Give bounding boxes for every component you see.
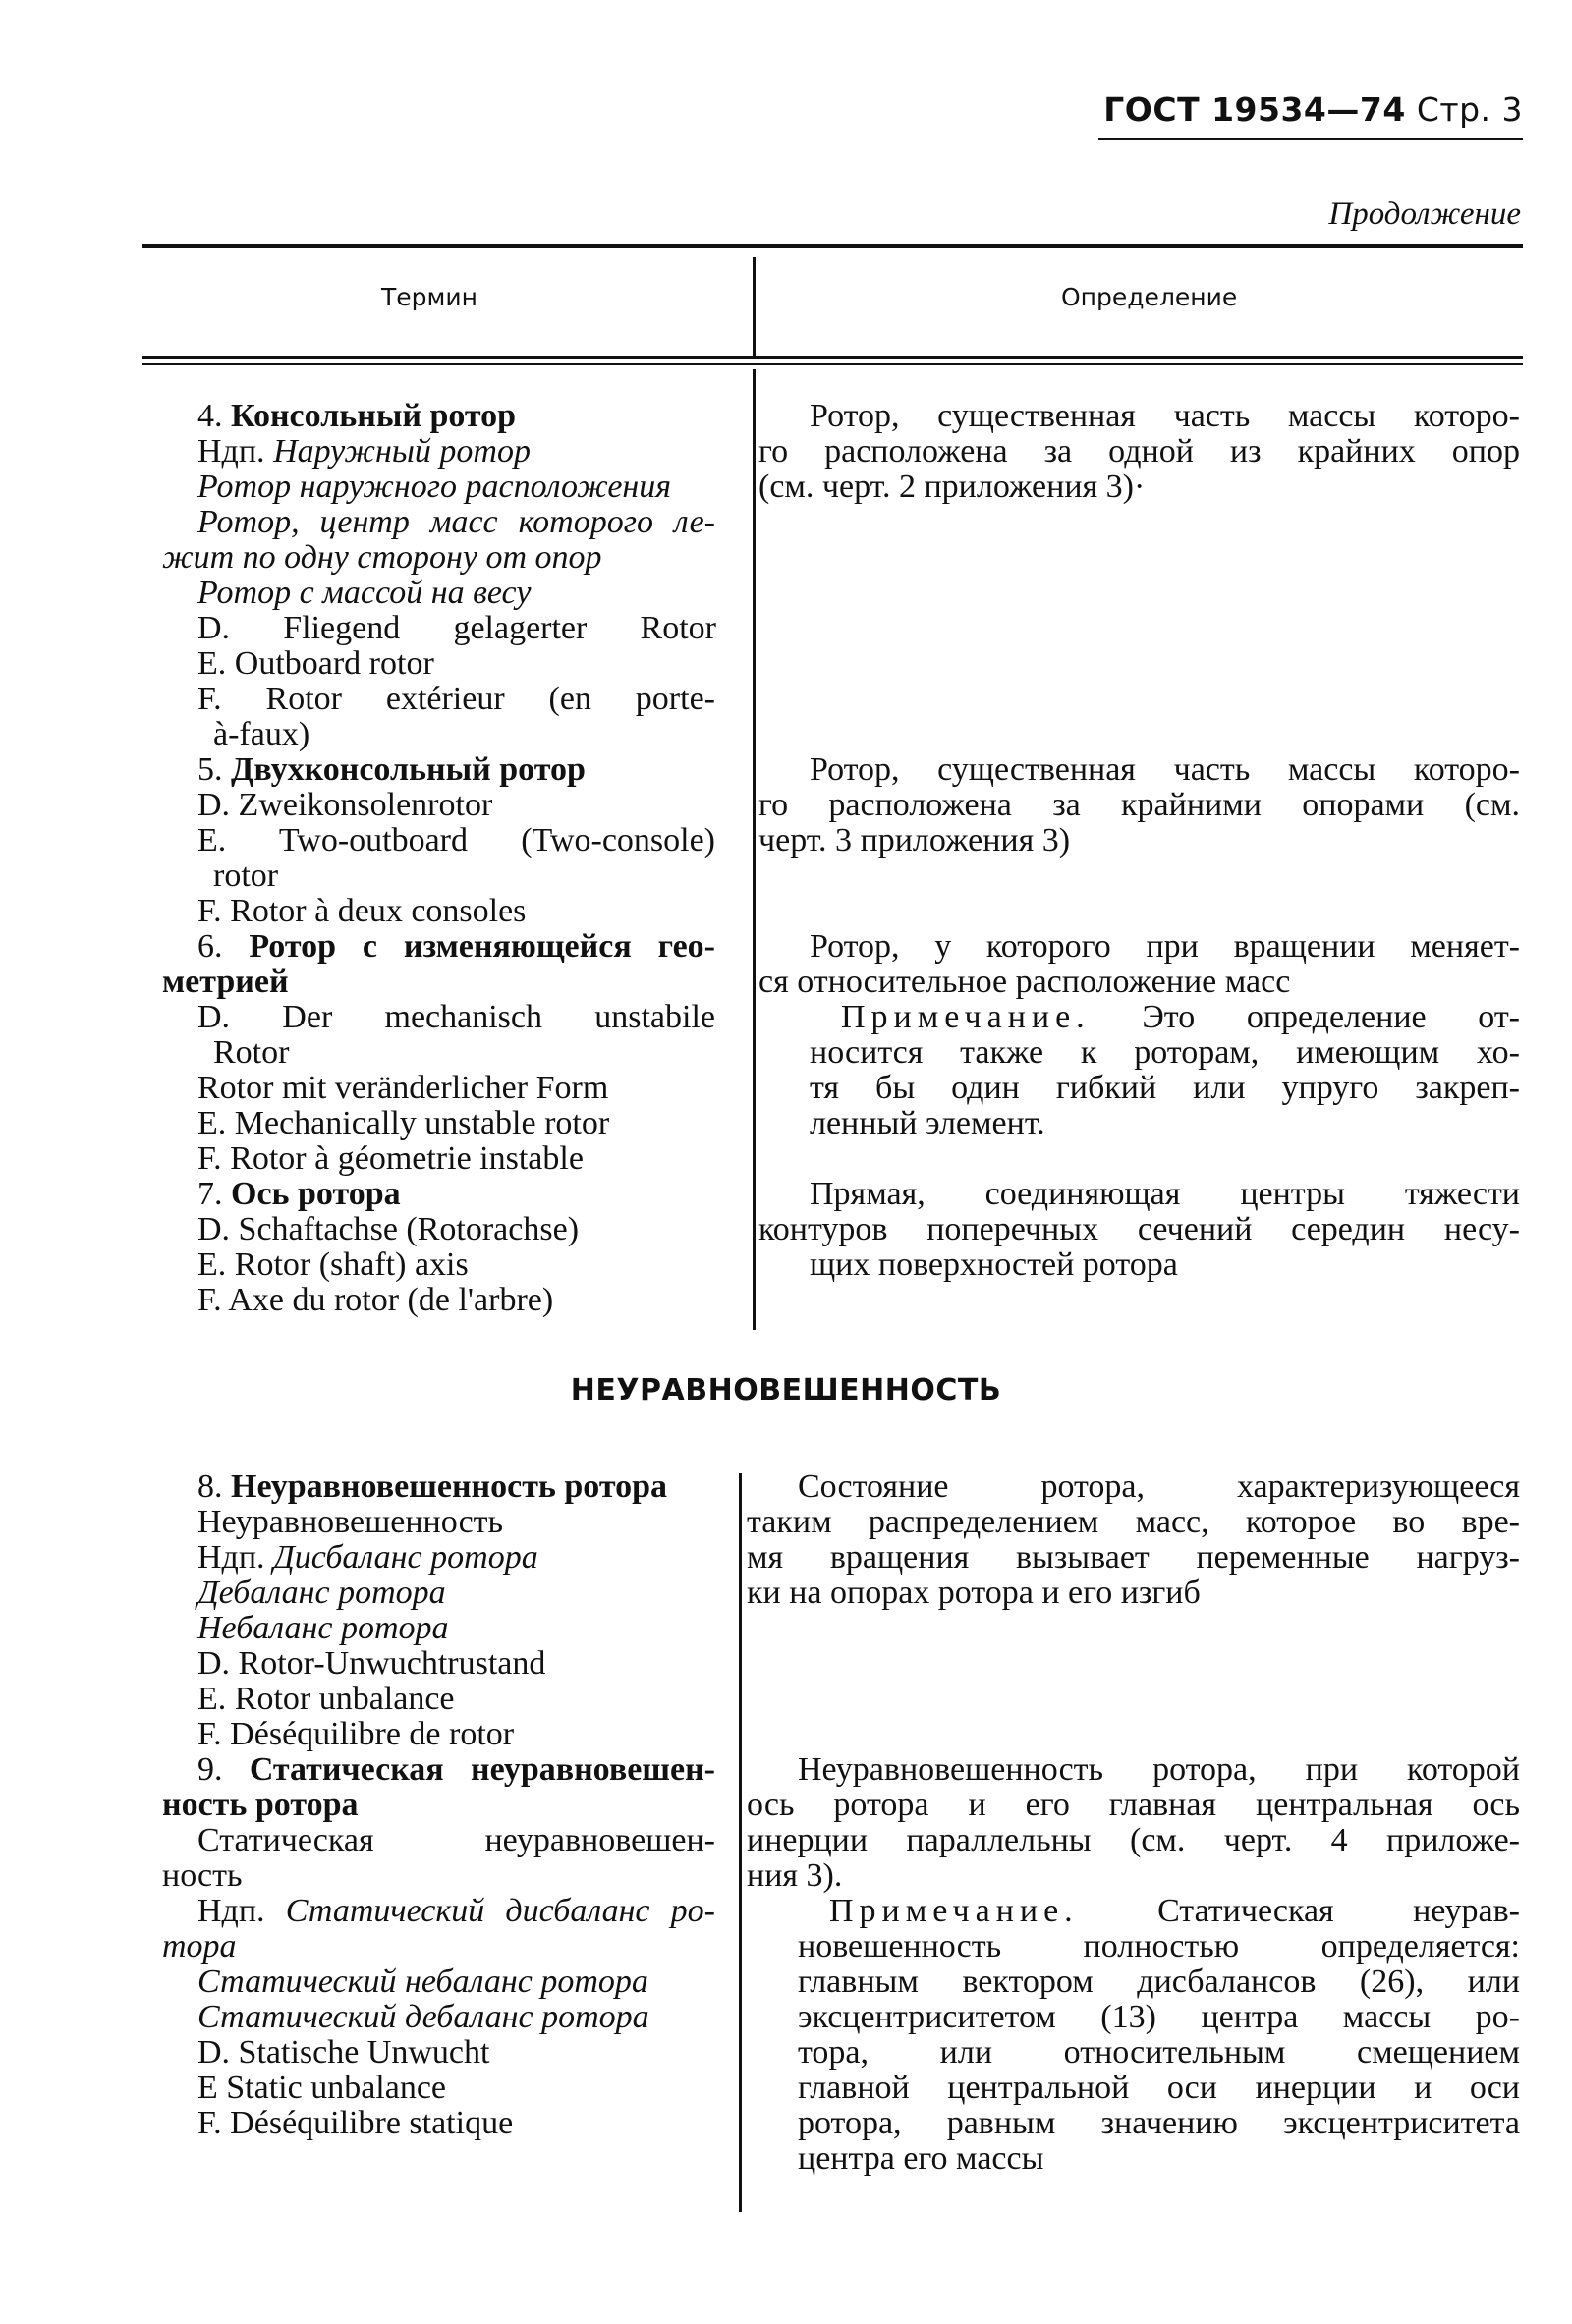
note-line: главным вектором дисбалансов (26), или <box>798 1964 1520 2000</box>
term-line: D. Schaftachse (Rotorachse) <box>197 1211 580 1247</box>
term-line: Статическая неуравновешен- <box>197 1822 715 1858</box>
term-line: 8. Неуравновешенность ротора <box>197 1468 668 1505</box>
term-line: Ротор, центр масс которого ле- <box>197 504 715 540</box>
term-line: F. Axe du rotor (de l'arbre) <box>197 1282 554 1318</box>
column-divider-header <box>753 257 756 356</box>
term-line: E. Rotor unbalance <box>197 1681 455 1717</box>
term-line: метрией <box>162 964 289 1000</box>
term-line: Ротор с массой на весу <box>197 575 532 611</box>
section-title: НЕУРАВНОВЕШЕННОСТЬ <box>570 1373 1002 1408</box>
definition-line: Ротор, у которого при вращении меняет- <box>810 928 1520 965</box>
definition-7 <box>758 1177 1520 1283</box>
term-line: F. Rotor extérieur (en porte- <box>197 681 715 717</box>
term-line: Ндп. Дисбаланс ротора <box>197 1539 538 1576</box>
term-line: Дебаланс ротора <box>197 1575 446 1611</box>
definition-line: инерции параллельны (см. черт. 4 приложе- <box>747 1822 1520 1858</box>
note-line: центра его массы <box>798 2140 1044 2177</box>
term-line: Статический дебаланс ротора <box>197 1999 649 2035</box>
term-line: ность <box>162 1857 243 1894</box>
header-bottom-rule <box>142 356 1523 359</box>
page-number: Стр. 3 <box>1416 90 1523 129</box>
definition-6 <box>758 929 1520 1000</box>
definition-line: ния 3). <box>747 1857 843 1894</box>
term-line: F. Déséquilibre statique <box>197 2105 514 2141</box>
definition-line: Ротор, существенная часть массы которо- <box>810 751 1520 788</box>
term-line: Rotor <box>213 1034 290 1071</box>
note-6 <box>758 1000 1520 1141</box>
term-line: D. Zweikonsolenrotor <box>197 787 493 823</box>
term-line: D. Der mechanisch unstabile <box>197 999 715 1035</box>
term-line: E. Outboard rotor <box>197 645 434 682</box>
term-line: Rotor mit veränderlicher Form <box>197 1070 609 1106</box>
definition-4 <box>758 399 1520 505</box>
definition-line: Прямая, соединяющая центры тяжести <box>810 1176 1520 1212</box>
term-line: Небаланс ротора <box>197 1610 449 1646</box>
term-line: D. Fliegend gelagerter Rotor <box>197 610 716 646</box>
note-line: ротора, равным значению эксцентриситета <box>798 2105 1520 2141</box>
definition-8 <box>747 1469 1520 1611</box>
definition-line: черт. 3 приложения 3) <box>758 822 1071 858</box>
term-line: Ротор наружного расположения <box>197 469 672 505</box>
definition-line: контуров поперечных сечений середин несу- <box>758 1211 1520 1247</box>
term-line: rotor <box>213 858 279 894</box>
note-line: ленный элемент. <box>810 1105 1045 1141</box>
standard-number: ГОСТ 19534—74 <box>1103 90 1406 129</box>
definition-9 <box>747 1752 1520 1894</box>
definition-line: го расположена за крайними опорами (см. <box>758 787 1520 823</box>
note-line: новешенность полностью определяется: <box>798 1928 1520 1964</box>
term-line: à-faux) <box>213 716 310 752</box>
definition-line: щих поверхностей ротора <box>810 1246 1178 1283</box>
continuation-label: Продолжение <box>1328 196 1521 232</box>
page-header <box>1103 90 1523 129</box>
table-top-rule <box>142 244 1523 248</box>
column-divider-2 <box>739 1473 742 2212</box>
definition-5 <box>758 752 1520 858</box>
term-line: F. Rotor à géometrie instable <box>197 1140 584 1177</box>
term-line: 9. Статическая неуравновешен- <box>197 1751 715 1788</box>
term-line: тора <box>162 1928 237 1964</box>
note-line: Примечание. Это определение от- <box>841 999 1520 1035</box>
term-line: 4. Консольный ротор <box>197 398 517 434</box>
term-line: Ндп. Наружный ротор <box>197 433 531 470</box>
column-divider-1 <box>753 369 756 1330</box>
definition-line: мя вращения вызывает переменные нагруз- <box>747 1539 1520 1576</box>
term-line: 7. Ось ротора <box>197 1176 401 1212</box>
term-line: 6. Ротор с изменяющейся гео- <box>197 928 715 965</box>
header-rule <box>1098 138 1523 140</box>
note-line: тора, или относительным смещением <box>798 2034 1520 2071</box>
term-line: E Static unbalance <box>197 2070 447 2106</box>
note-line: носится также к роторам, имеющим хо- <box>810 1034 1520 1071</box>
term-line: 5. Двухконсольный ротор <box>197 751 586 788</box>
definition-line: Ротор, существенная часть массы которо- <box>810 398 1520 434</box>
note-line: тя бы один гибкий или упруго закреп- <box>810 1070 1520 1106</box>
definition-line: Неуравновешенность ротора, при которой <box>798 1751 1520 1788</box>
term-line: жит по одну сторону от опор <box>162 539 602 576</box>
definition-line: ось ротора и его главная центральная ось <box>747 1787 1520 1823</box>
term-line: ность ротора <box>162 1787 359 1823</box>
terms-block-1 <box>162 399 727 1318</box>
note-9 <box>747 1894 1520 2177</box>
column-header-term: Термин <box>381 283 477 311</box>
note-line: Примечание. Статическая неурав- <box>829 1893 1520 1929</box>
term-line: E. Mechanically unstable rotor <box>197 1105 610 1141</box>
term-line: Статический небаланс ротора <box>197 1964 648 2000</box>
term-line: F. Rotor à deux consoles <box>197 893 527 929</box>
definition-line: го расположена за одной из крайних опор <box>758 433 1520 470</box>
definition-line: ки на опорах ротора и его изгиб <box>747 1575 1201 1611</box>
term-line: F. Déséquilibre de rotor <box>197 1716 515 1752</box>
definition-line: таким распределением масс, которое во вре- <box>747 1504 1520 1540</box>
term-line: E. Rotor (shaft) axis <box>197 1246 469 1283</box>
term-line: Ндп. Статический дисбаланс ро- <box>197 1893 715 1929</box>
term-line: E. Two-outboard (Two-console) <box>197 822 715 858</box>
term-line: D. Statische Unwucht <box>197 2034 490 2071</box>
note-line: эксцентриситетом (13) центра массы ро- <box>798 1999 1520 2035</box>
header-bottom-rule-2 <box>142 363 1523 365</box>
terms-block-2 <box>162 1469 727 2141</box>
term-line: D. Rotor-Unwuchtrustand <box>197 1645 546 1682</box>
term-line: Неуравновешенность <box>197 1504 504 1540</box>
column-header-definition: Определение <box>1061 283 1238 311</box>
note-line: главной центральной оси инерции и оси <box>798 2070 1520 2106</box>
definition-line: (см. черт. 2 приложения 3)· <box>758 469 1146 505</box>
definition-line: Состояние ротора, характеризующееся <box>798 1468 1520 1505</box>
definition-line: ся относительное расположение масс <box>758 964 1291 1000</box>
